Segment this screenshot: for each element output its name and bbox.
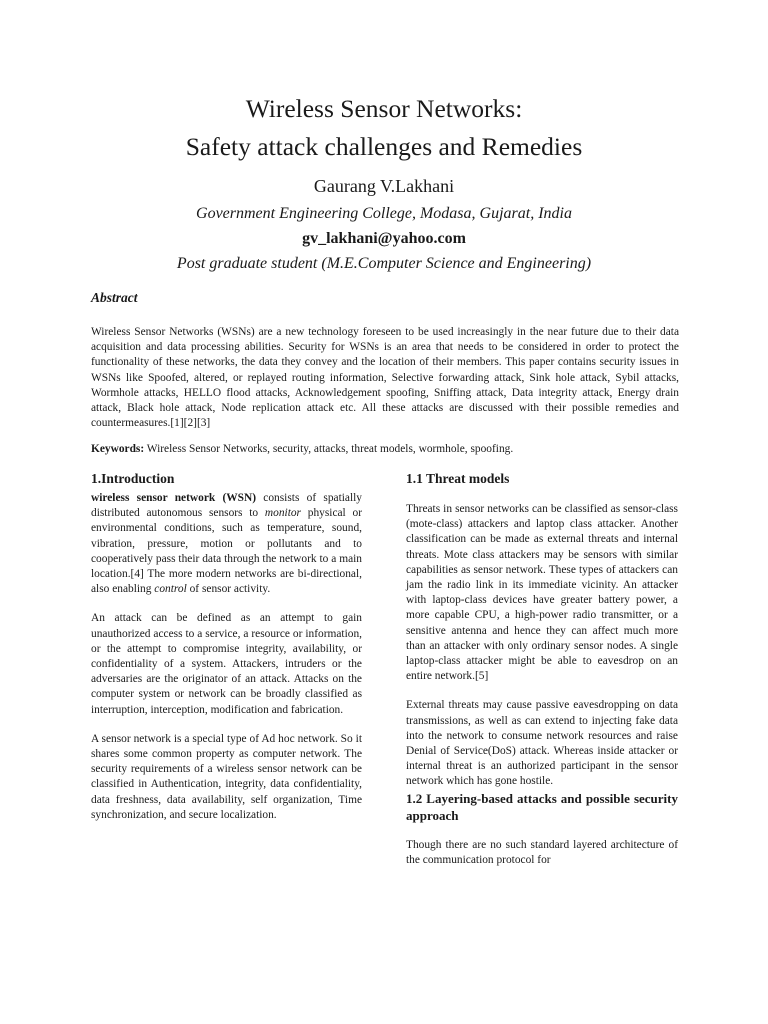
wsn-term: wireless sensor network (WSN)	[91, 492, 257, 504]
intro-paragraph-1	[91, 491, 362, 597]
abstract-heading: Abstract	[91, 290, 138, 305]
left-column	[91, 470, 362, 823]
intro-text-c: of sensor activity.	[186, 583, 271, 596]
intro-paragraph-2: An attack can be defined as an attempt to gain unauthorized access to a service, a resource or information, or the attempt to compromise integrity, availability, or confidentiality of a system. Attackers, intruders or the adversaries are the originator of an attack. Attacks on the computer system or network can be broadly classified as interruption, interception, modification and fabrication.	[91, 612, 362, 716]
control-term: control	[154, 583, 187, 596]
threat-paragraph-2: External threats may cause passive eavesdropping on data transmissions, as well as can extend to injecting fake data into the network to consume network resources and raise Denial of Service(DoS) attack. Whereas inside attacker or internal threat is an authorized participant in the sensor network which has gone hostile.	[406, 699, 678, 788]
abstract-body: Wireless Sensor Networks (WSNs) are a new technology foreseen to be used increasingly in the near future due to their data acquisition and data processing abilities. Security for WSNs is an area that needs to be considered in order to protect the functionality of these networks, the data they convey and the location of their members. This paper contains security issues in WSNs like Spoofed, altered, or replayed routing information, Selective forwarding attack, Sink hole attack, Sybil attacks, Wormhole attacks, HELLO flood attacks, Acknowledgement spoofing, Sniffing attack, Data integrity attack, Energy drain attack, Black hole attack, Node replication attack etc. All these attacks are discussed with their possible remedies and countermeasures.[1][2][3]	[91, 326, 679, 430]
threat-models-heading: 1.1 Threat models	[406, 471, 510, 486]
right-column	[406, 470, 678, 868]
layering-heading: 1.2 Layering-based attacks and possible security approach	[406, 790, 678, 823]
intro-heading: 1.Introduction	[91, 471, 175, 486]
layering-paragraph-1: Though there are no such standard layered architecture of the communication protocol for	[406, 838, 678, 866]
author-name: Gaurang V.Lakhani	[313, 176, 455, 196]
monitor-term: monitor	[264, 507, 301, 520]
author-affiliation: Government Engineering College, Modasa, Gujarat, India	[196, 205, 572, 222]
paper-title	[60, 90, 708, 166]
title-line-2: Safety attack challenges and Remedies	[185, 132, 583, 161]
intro-text-a: consists of spatially distributed autonomous sensors to	[91, 492, 362, 520]
threat-paragraph-1: Threats in sensor networks can be classified as sensor-class (mote-class) attackers and laptop class attacker. Another classification can be made as external threats and internal threats. Mote class attackers may be sensors with similar capabilities as sensor network. These types of attackers can jam the radio link in its immediate vicinity. An attacker with laptop-class devices have greater battery power, a more capable CPU, a high-power radio transmitter, or a sensitive antenna and hence they can affect much more than an attacker with only ordinary sensor nodes. A single laptop-class attacker might be able to eavesdrop on an entire network.[5]	[406, 503, 678, 683]
keywords-line	[91, 442, 691, 457]
title-line-1: Wireless Sensor Networks:	[245, 94, 523, 123]
author-role: Post graduate student (M.E.Computer Science and Engineering)	[176, 255, 592, 272]
intro-text-b: physical or environmental conditions, such as temperature, sound, vibration, pressure, motion or pollutants and to cooperatively pass their data through the network to a main location.[4] The more modern networks are bi-directional, also enabling	[91, 507, 362, 596]
intro-paragraph-3: A sensor network is a special type of Ad hoc network. So it shares some common property as computer network. The security requirements of a wireless sensor network can be classified in Authentication, integrity, data confidentiality, data freshness, data availability, self organization, Time synchronization, and secure localization.	[91, 732, 362, 821]
keywords-label: Keywords:	[91, 443, 145, 455]
keywords-text: Wireless Sensor Networks, security, attacks, threat models, wormhole, spoofing.	[144, 443, 514, 455]
author-email: gv_lakhani@yahoo.com	[302, 230, 466, 247]
